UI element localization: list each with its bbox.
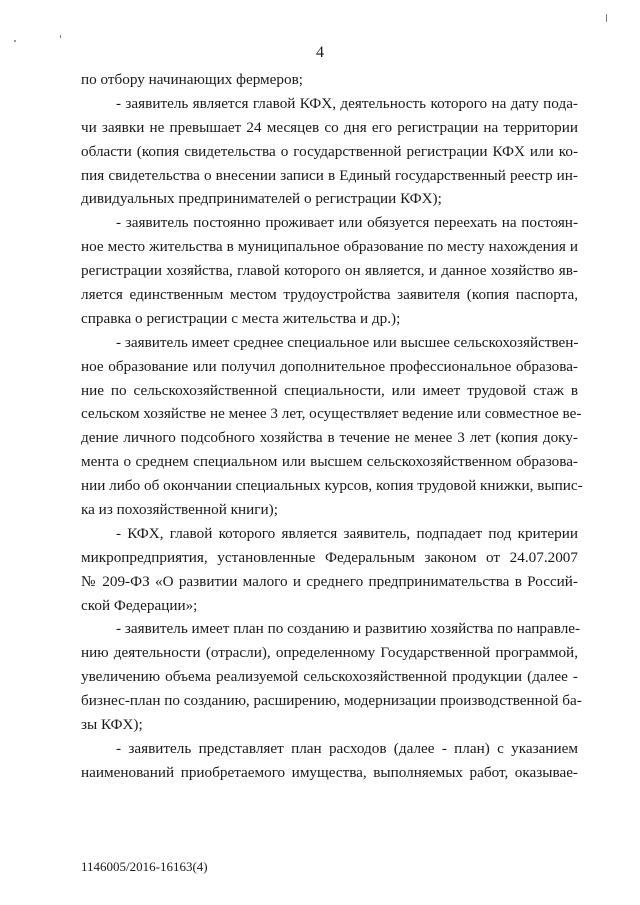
text-line: чи заявки не превышает 24 месяцев со дня его регистрации на территории xyxy=(81,118,578,136)
text-line: - заявитель имеет среднее специальное или высшее сельскохозяйствен- xyxy=(116,333,579,351)
text-line: по отбору начинающих фермеров; xyxy=(81,71,303,88)
text-line: области (копия свидетельства о государственной регистрации КФХ или ко- xyxy=(81,142,578,160)
text-line: - КФХ, главой которого является заявитель, подпадает под критерии xyxy=(116,524,578,542)
text-line: ка из похозяйственной книги); xyxy=(81,501,278,519)
body-text xyxy=(81,68,583,785)
text-line: микропредприятия, установленные Федеральным законом от 24.07.2007 xyxy=(81,548,578,566)
text-line: ное образование или получил дополнительное профессиональное образова- xyxy=(81,357,578,375)
text-line: наименований приобретаемого имущества, выполняемых работ, оказывае- xyxy=(81,763,578,781)
text-line: нию деятельности (отрасли), определенному Государственной программой, xyxy=(81,644,578,662)
text-line: нии либо об окончании специальных курсов, копия трудовой книжки, выпис- xyxy=(81,477,583,495)
document-code-footer: 1146005/2016-16163(4) xyxy=(81,859,208,874)
text-line: дивидуальных предпринимателей о регистрации КФХ); xyxy=(81,190,442,208)
scan-speck xyxy=(606,14,607,22)
text-line: ное место жительства в муниципальное образование по месту нахождения и xyxy=(81,238,578,256)
text-line: - заявитель постоянно проживает или обязуется переехать на постоян- xyxy=(116,214,578,232)
text-line: справка о регистрации с места жительства и др.); xyxy=(81,309,401,327)
scan-speck xyxy=(14,40,16,42)
text-line: № 209-ФЗ «О развитии малого и среднего предпринимательства в Россий- xyxy=(81,572,578,590)
text-line: мента о среднем специальном или высшем сельскохозяйственном образова- xyxy=(81,453,578,471)
text-line: бизнес-план по созданию, расширению, модернизации производственной ба- xyxy=(81,692,582,710)
text-line: - заявитель имеет план по созданию и развитию хозяйства по направле- xyxy=(116,620,581,638)
text-line: пия свидетельства о внесении записи в Единый государственный реестр ин- xyxy=(81,166,578,184)
text-line: - заявитель представляет план расходов (далее - план) с указанием xyxy=(116,739,578,757)
text-line: зы КФХ); xyxy=(81,716,143,734)
text-line: ской Федерации»; xyxy=(81,596,198,614)
text-line: ляется единственным местом трудоустройства заявителя (копия паспорта, xyxy=(81,286,578,304)
text-line: ние по сельскохозяйственной специальности, или имеет трудовой стаж в xyxy=(81,381,578,399)
text-line: увеличению объема реализуемой сельскохозяйственной продукции (далее - xyxy=(81,668,578,686)
text-line: сельском хозяйстве не менее 3 лет, осуществляет ведение или совместное ве- xyxy=(81,405,582,423)
text-line: регистрации хозяйства, главой которого он является, и данное хозяйство яв- xyxy=(81,262,578,280)
page-number: 4 xyxy=(316,44,324,61)
scan-speck xyxy=(60,35,61,38)
text-line: - заявитель является главой КФХ, деятельность которого на дату пода- xyxy=(116,94,578,112)
text-line: дение личного подсобного хозяйства в течение не менее 3 лет (копия доку- xyxy=(81,429,578,447)
